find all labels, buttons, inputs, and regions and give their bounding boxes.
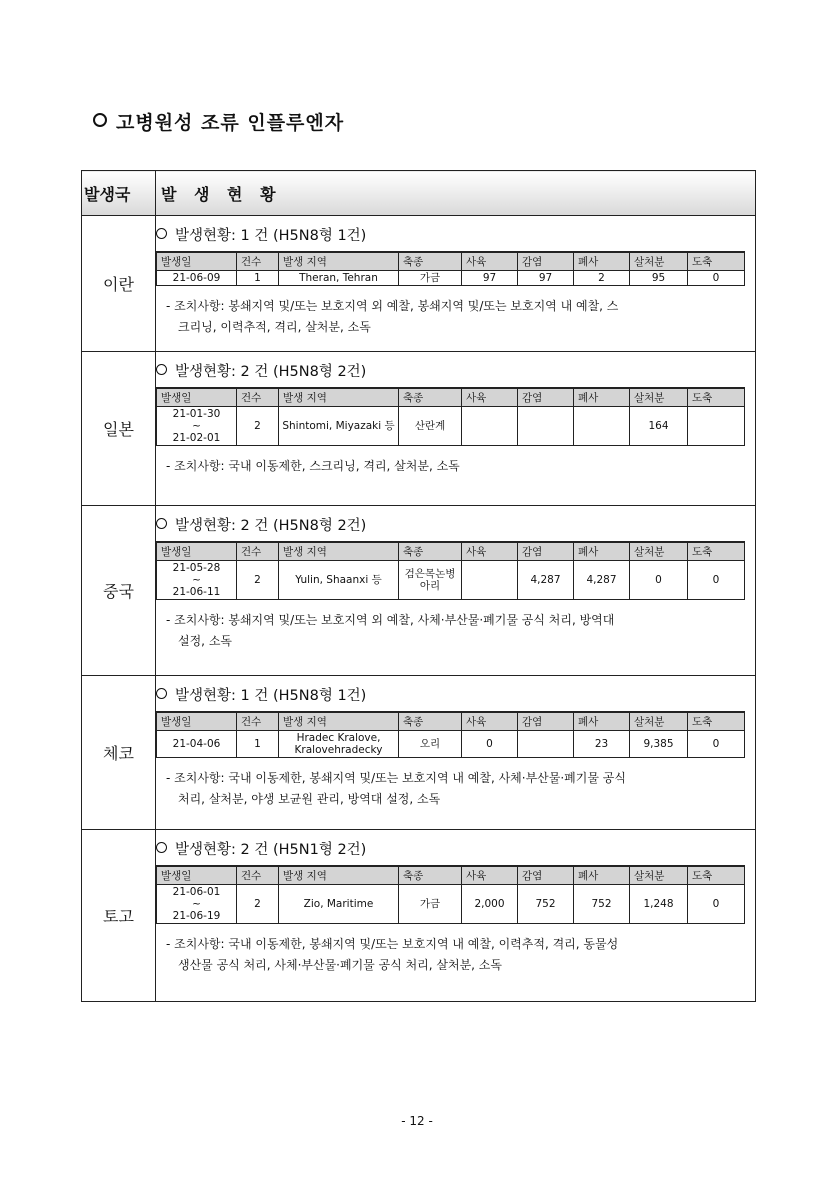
culled-cell: 9,385 — [630, 731, 688, 758]
country-row — [82, 830, 756, 1002]
measures-note — [166, 610, 755, 652]
species-cell: 산란계 — [399, 407, 462, 446]
species-cell: 검은목논병아리 — [399, 561, 462, 600]
dead-cell: 4,287 — [574, 561, 630, 600]
col-header: 발생일 — [157, 388, 237, 407]
slaughter-cell: 0 — [688, 561, 745, 600]
detail-table — [156, 251, 745, 286]
col-header: 폐사 — [574, 388, 630, 407]
col-header: 발생 지역 — [279, 388, 399, 407]
raised-cell — [462, 561, 518, 600]
raised-cell — [462, 407, 518, 446]
col-header: 폐사 — [574, 542, 630, 561]
country-row — [82, 676, 756, 830]
country-detail — [156, 506, 756, 676]
raised-cell: 2,000 — [462, 885, 518, 924]
col-header: 건수 — [237, 252, 279, 271]
measures-line: - 조치사항: 봉쇄지역 및/또는 보호지역 외 예찰, 봉쇄지역 및/또는 보호지역 내 예찰, 스 — [166, 299, 619, 313]
col-header: 발생 지역 — [279, 712, 399, 731]
circle-bullet-icon — [156, 518, 167, 529]
date-cell: 21-06-01 ~ 21-06-19 — [157, 885, 237, 924]
col-header: 건수 — [237, 388, 279, 407]
col-header: 발생 지역 — [279, 252, 399, 271]
status-line — [156, 224, 755, 245]
status-text: 발생현황: 2 건 (H5N1형 2건) — [175, 842, 367, 858]
measures-line: 생산물 공식 처리, 사체·부산물·폐기물 공식 처리, 살처분, 소독 — [178, 958, 502, 972]
circle-bullet-icon — [156, 228, 167, 239]
measures-note — [166, 934, 755, 976]
country-name: 토고 — [82, 830, 156, 1002]
status-line — [156, 838, 755, 859]
col-header: 폐사 — [574, 866, 630, 885]
country-name: 중국 — [82, 506, 156, 676]
detail-header-row — [157, 252, 745, 271]
status-line — [156, 514, 755, 535]
culled-cell: 1,248 — [630, 885, 688, 924]
region-cell: Theran, Tehran — [279, 271, 399, 286]
col-header: 건수 — [237, 866, 279, 885]
outbreak-table — [81, 170, 756, 1002]
col-header: 발생일 — [157, 542, 237, 561]
col-header: 감염 — [518, 712, 574, 731]
detail-table — [156, 865, 745, 924]
col-header: 살처분 — [630, 388, 688, 407]
dead-cell: 2 — [574, 271, 630, 286]
detail-table — [156, 387, 745, 446]
culled-cell: 164 — [630, 407, 688, 446]
infected-cell — [518, 731, 574, 758]
circle-bullet-icon — [156, 842, 167, 853]
detail-data-row — [157, 271, 745, 286]
page-number: - 12 - — [401, 1114, 433, 1128]
measures-line: - 조치사항: 봉쇄지역 및/또는 보호지역 외 예찰, 사체·부산물·폐기물 공식 처리, 방역대 — [166, 613, 615, 627]
measures-line: - 조치사항: 국내 이동제한, 봉쇄지역 및/또는 보호지역 내 예찰, 이력추적, 격리, 동물성 — [166, 937, 619, 951]
col-header: 발생 지역 — [279, 542, 399, 561]
circle-bullet-icon — [156, 688, 167, 699]
col-header: 감염 — [518, 866, 574, 885]
page-title: 고병원성 조류 인플루엔자 — [93, 108, 344, 135]
col-header: 살처분 — [630, 712, 688, 731]
col-header: 사육 — [462, 712, 518, 731]
region-cell: Hradec Kralove, Kralovehradecky — [279, 731, 399, 758]
culled-cell: 95 — [630, 271, 688, 286]
header-row — [82, 171, 756, 216]
infected-cell: 752 — [518, 885, 574, 924]
raised-cell: 0 — [462, 731, 518, 758]
slaughter-cell: 0 — [688, 885, 745, 924]
status-text: 발생현황: 2 건 (H5N8형 2건) — [175, 518, 367, 534]
dead-cell: 23 — [574, 731, 630, 758]
slaughter-cell: 0 — [688, 271, 745, 286]
raised-cell: 97 — [462, 271, 518, 286]
detail-data-row — [157, 407, 745, 446]
infected-cell: 4,287 — [518, 561, 574, 600]
status-text: 발생현황: 1 건 (H5N8형 1건) — [175, 228, 367, 244]
country-row — [82, 352, 756, 506]
col-header: 축종 — [399, 252, 462, 271]
species-cell: 가금 — [399, 271, 462, 286]
measures-line: 설정, 소독 — [178, 634, 232, 648]
col-header: 도축 — [688, 388, 745, 407]
circle-bullet-icon — [156, 364, 167, 375]
detail-table — [156, 711, 745, 758]
col-header: 발생일 — [157, 252, 237, 271]
col-header: 살처분 — [630, 252, 688, 271]
col-header: 사육 — [462, 542, 518, 561]
col-header: 폐사 — [574, 712, 630, 731]
measures-line: - 조치사항: 국내 이동제한, 스크리닝, 격리, 살처분, 소독 — [166, 459, 460, 473]
circle-bullet-icon — [93, 113, 107, 127]
region-cell: Zio, Maritime — [279, 885, 399, 924]
col-header: 축종 — [399, 866, 462, 885]
measures-note — [166, 768, 755, 810]
country-detail — [156, 676, 756, 830]
col-header: 발생일 — [157, 712, 237, 731]
detail-table — [156, 541, 745, 600]
country-detail — [156, 216, 756, 352]
date-cell: 21-06-09 — [157, 271, 237, 286]
detail-header-row — [157, 542, 745, 561]
col-header: 도축 — [688, 252, 745, 271]
count-cell: 1 — [237, 271, 279, 286]
detail-header-row — [157, 388, 745, 407]
species-cell: 오리 — [399, 731, 462, 758]
col-header: 발생 지역 — [279, 866, 399, 885]
infected-cell: 97 — [518, 271, 574, 286]
species-cell: 가금 — [399, 885, 462, 924]
measures-note — [166, 456, 755, 477]
col-header: 사육 — [462, 866, 518, 885]
status-text: 발생현황: 1 건 (H5N8형 1건) — [175, 688, 367, 704]
slaughter-cell: 0 — [688, 731, 745, 758]
country-name: 이란 — [82, 216, 156, 352]
col-header: 감염 — [518, 542, 574, 561]
detail-header-row — [157, 866, 745, 885]
country-detail — [156, 352, 756, 506]
col-header: 도축 — [688, 866, 745, 885]
dead-cell: 752 — [574, 885, 630, 924]
status-text: 발생현황: 2 건 (H5N8형 2건) — [175, 364, 367, 380]
col-header: 사육 — [462, 388, 518, 407]
count-cell: 1 — [237, 731, 279, 758]
infected-cell — [518, 407, 574, 446]
measures-line: 크리닝, 이력추적, 격리, 살처분, 소독 — [178, 320, 371, 334]
status-line — [156, 684, 755, 705]
country-row — [82, 216, 756, 352]
date-cell: 21-04-06 — [157, 731, 237, 758]
date-cell: 21-05-28 ~ 21-06-11 — [157, 561, 237, 600]
country-row — [82, 506, 756, 676]
col-header: 살처분 — [630, 542, 688, 561]
measures-line: - 조치사항: 국내 이동제한, 봉쇄지역 및/또는 보호지역 내 예찰, 사체·부산물·폐기물 공식 — [166, 771, 626, 785]
col-header: 건수 — [237, 542, 279, 561]
detail-header-row — [157, 712, 745, 731]
detail-data-row — [157, 561, 745, 600]
col-header: 감염 — [518, 252, 574, 271]
region-cell: Yulin, Shaanxi 등 — [279, 561, 399, 600]
col-header: 사육 — [462, 252, 518, 271]
slaughter-cell — [688, 407, 745, 446]
date-cell: 21-01-30 ~ 21-02-01 — [157, 407, 237, 446]
header-status: 발 생 현 황 — [156, 171, 756, 216]
measures-note — [166, 296, 755, 338]
col-header: 폐사 — [574, 252, 630, 271]
col-header: 건수 — [237, 712, 279, 731]
dead-cell — [574, 407, 630, 446]
measures-line: 처리, 살처분, 야생 보균원 관리, 방역대 설정, 소독 — [178, 792, 441, 806]
detail-data-row — [157, 885, 745, 924]
region-cell: Shintomi, Miyazaki 등 — [279, 407, 399, 446]
country-detail — [156, 830, 756, 1002]
col-header: 축종 — [399, 542, 462, 561]
col-header: 축종 — [399, 712, 462, 731]
culled-cell: 0 — [630, 561, 688, 600]
col-header: 도축 — [688, 712, 745, 731]
col-header: 발생일 — [157, 866, 237, 885]
col-header: 축종 — [399, 388, 462, 407]
country-name: 체코 — [82, 676, 156, 830]
count-cell: 2 — [237, 885, 279, 924]
status-line — [156, 360, 755, 381]
count-cell: 2 — [237, 407, 279, 446]
col-header: 살처분 — [630, 866, 688, 885]
detail-data-row — [157, 731, 745, 758]
country-name: 일본 — [82, 352, 156, 506]
col-header: 감염 — [518, 388, 574, 407]
count-cell: 2 — [237, 561, 279, 600]
col-header: 도축 — [688, 542, 745, 561]
header-country: 발생국 — [82, 171, 156, 216]
